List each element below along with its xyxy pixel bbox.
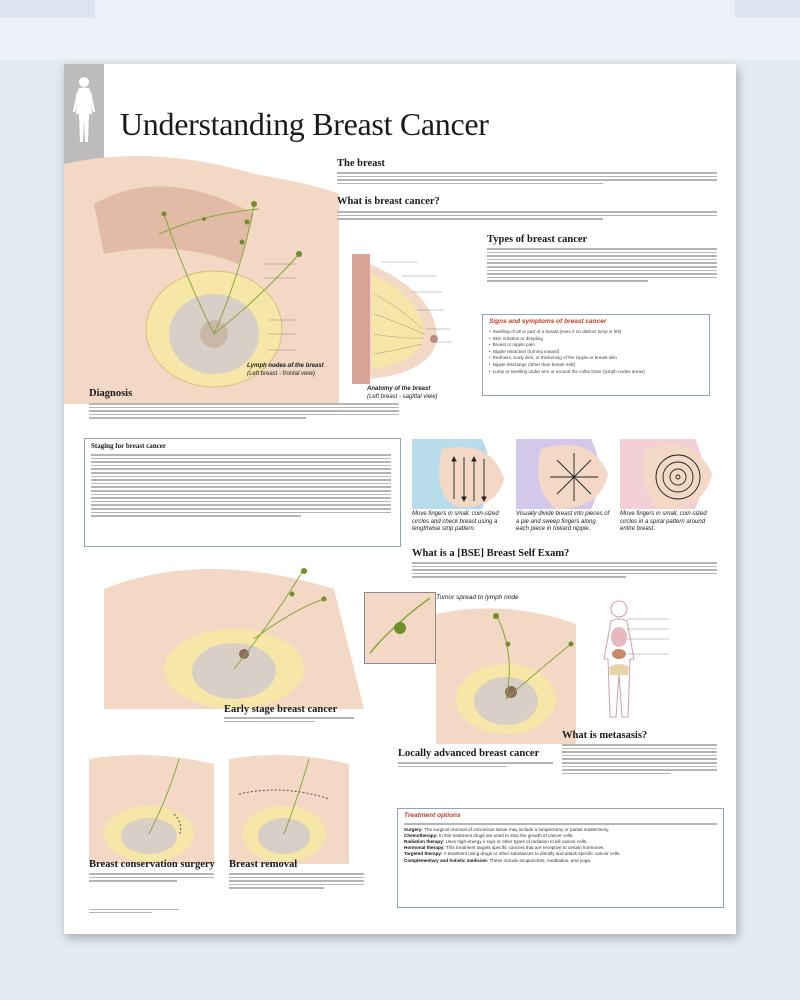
bse-caption-1: Move fingers in small, coin-sized circles and check breast using a lengthwise strip pattern.: [412, 511, 499, 532]
early-stage-heading: Early stage breast cancer: [224, 704, 338, 715]
the-breast-heading: The breast: [337, 158, 385, 169]
tumor-spread-inset: [364, 592, 436, 664]
page-title: Understanding Breast Cancer: [120, 106, 489, 142]
symptom-item: • Nipple retraction (turning inward): [489, 349, 705, 356]
locally-advanced-heading: Locally advanced breast cancer: [398, 748, 540, 759]
anatomy-caption: Anatomy of the breast (Left breast - sagittal view): [367, 386, 438, 400]
symptoms-box: [482, 314, 710, 396]
locally-advanced-text: [398, 762, 553, 769]
metastasis-text: [562, 744, 717, 776]
background-tab: [0, 0, 95, 18]
bse-heading: What is a [BSE] Breast Self Exam?: [412, 548, 570, 559]
symptom-item: • Lump or swelling under arm or around the collar bone (lymph nodes areas): [489, 369, 705, 376]
conservation-heading: Breast conservation surgery: [89, 859, 215, 870]
bse-strip-pattern-illustration: [412, 439, 512, 509]
treatment-box: [397, 808, 724, 908]
staging-title: Staging for breast cancer: [91, 442, 166, 450]
symptoms-title: Signs and symptoms of breast cancer: [489, 318, 607, 325]
types-heading: Types of breast cancer: [487, 234, 588, 245]
diagnosis-heading: Diagnosis: [89, 388, 133, 399]
metastasis-heading: What is metasasis?: [562, 730, 648, 741]
lymph-nodes-caption: Lymph nodes of the breast (Left breast - frontal view): [247, 363, 324, 377]
treatment-item: Chemotherapy: In this treatment drugs are used to stop the growth of cancer cells.: [404, 832, 574, 838]
diagnosis-text: [89, 403, 399, 421]
what-is-heading: What is breast cancer?: [337, 196, 440, 207]
conservation-surgery-illustration: [89, 754, 214, 864]
bse-spiral-pattern-illustration: [620, 439, 720, 509]
symptom-item: • Skin irritation or dimpling: [489, 336, 705, 343]
bse-pie-pattern-illustration: [516, 439, 616, 509]
bse-caption-3: Move fingers in small, coin-sized circles in a spiral pattern around entire breast.: [620, 511, 707, 532]
symptom-item: • Swelling of all or part of a breast (even if no distinct lump is felt): [489, 329, 705, 336]
metastasis-body-illustration: [584, 599, 674, 729]
treatment-item: Surgery: The surgical removal of cancerous tissue may include a lumpectomy or partial mastectomy.: [404, 826, 610, 832]
removal-heading: Breast removal: [229, 859, 298, 870]
treatment-item: Radiation therapy: Uses high-energy x-rays or other types of radiation to kill cancer cells.: [404, 839, 588, 844]
background-tab: [735, 0, 800, 18]
symptom-item: • Breast or nipple pain: [489, 342, 705, 349]
treatment-item: Targeted therapy: A treatment using drugs or other substances to identify and attack specific cancer cells.: [404, 851, 621, 857]
bse-text: [412, 562, 717, 580]
what-is-text: [337, 211, 717, 222]
treatment-item: Complementary and holistic medicine: These include acupuncture, meditation, and yoga.: [404, 857, 592, 863]
bse-caption-2: Visually divide breast into pieces of a pie and sweep fingers along each piece in toward nipple.: [516, 511, 610, 532]
symptom-item: • Nipple discharge (other than breast milk): [489, 362, 705, 369]
locally-advanced-illustration: [436, 604, 576, 744]
staging-box: [84, 438, 401, 547]
poster: [64, 64, 736, 934]
early-stage-text: [224, 717, 354, 724]
background-band: [0, 0, 800, 60]
the-breast-text: [337, 172, 717, 186]
types-text: [487, 248, 717, 284]
symptom-item: • Redness, scaly skin, or thickening of the nipple or breast skin: [489, 355, 705, 362]
removal-text: [229, 873, 364, 891]
breast-removal-illustration: [229, 754, 349, 864]
treatment-item: Hormonal therapy: This treatment targets specific cancers that are receptive to certain hormones.: [404, 845, 605, 851]
tumor-spread-caption: Tumor spread to lymph node: [436, 594, 519, 601]
conservation-text: [89, 873, 214, 884]
early-stage-illustration: [104, 559, 364, 709]
sagittal-anatomy-illustration: [342, 254, 462, 384]
treatment-title: Treatment options: [404, 812, 461, 819]
copyright-text: [89, 909, 179, 915]
